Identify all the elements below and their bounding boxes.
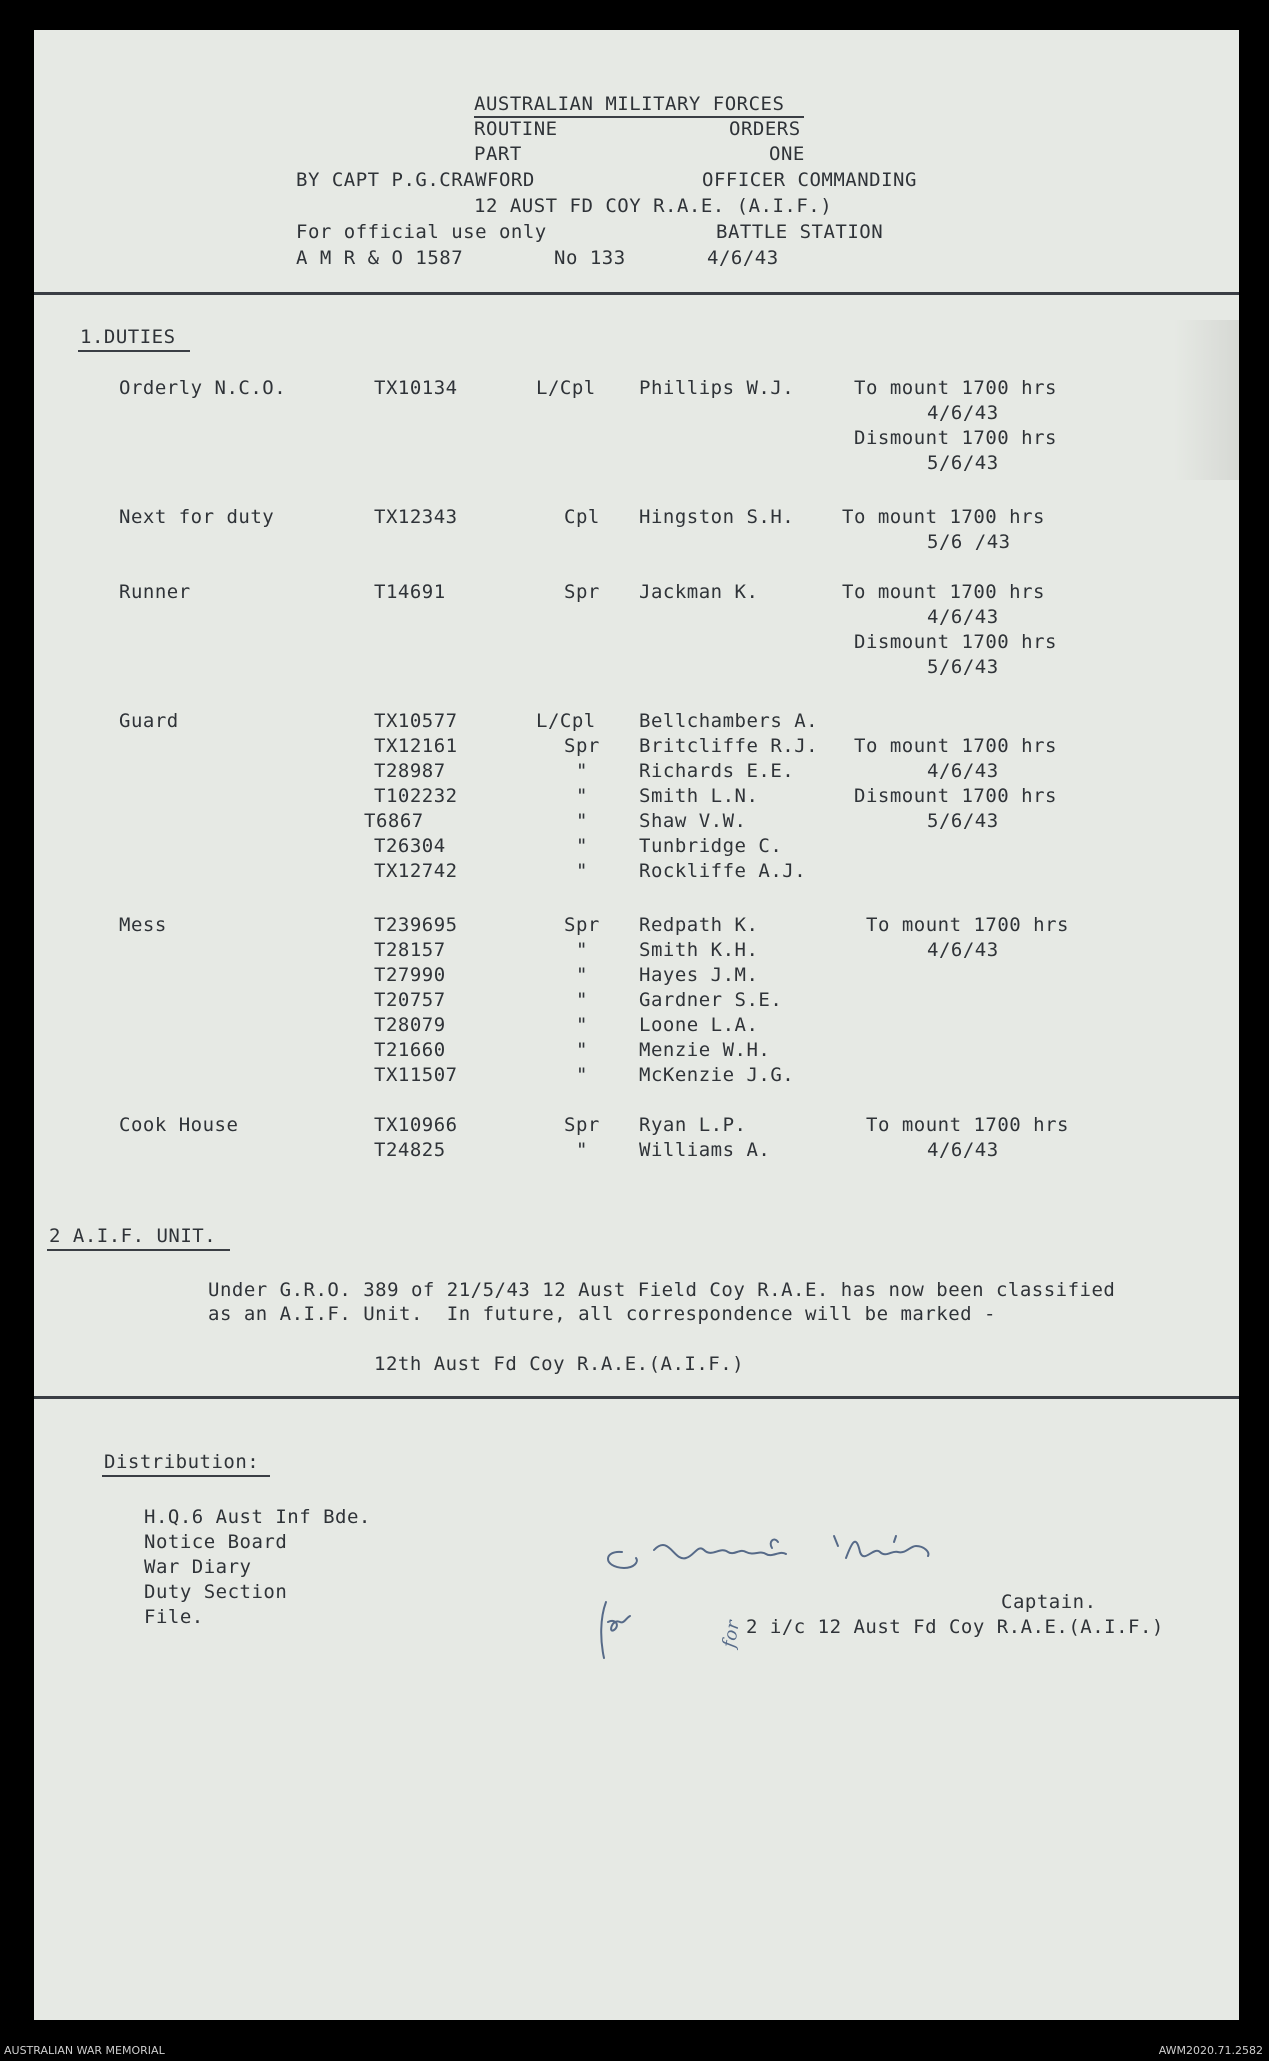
guard-no: T28987	[374, 760, 446, 782]
guard-name: Smith L.N.	[639, 785, 759, 807]
header-divider	[34, 292, 1239, 295]
mess-name: McKenzie J.G.	[639, 1064, 795, 1086]
header-number: No 133	[554, 247, 626, 269]
cook-name: Ryan L.P.	[639, 1114, 747, 1136]
header-official: For official use only	[296, 221, 547, 243]
header-title: AUSTRALIAN MILITARY FORCES	[474, 93, 785, 115]
header-station: BATTLE STATION	[716, 221, 884, 243]
mess-no: T28157	[374, 939, 446, 961]
footer-right: AWM2020.71.2582	[1158, 2044, 1263, 2057]
guard-name: Shaw V.W.	[639, 810, 747, 832]
runner-mount-date: 4/6/43	[927, 606, 999, 628]
next-no: TX12343	[374, 506, 458, 528]
mess-no: T21660	[374, 1039, 446, 1061]
guard-no: T26304	[374, 835, 446, 857]
mess-no: T20757	[374, 989, 446, 1011]
orderly-mount: To mount 1700 hrs	[854, 377, 1057, 399]
distribution-item: War Diary	[144, 1556, 252, 1578]
aif-text-line1: Under G.R.O. 389 of 21/5/43 12 Aust Field Coy R.A.E. has now been classified	[208, 1279, 1116, 1301]
next-rank: Cpl	[564, 506, 600, 528]
mess-role: Mess	[119, 914, 167, 936]
mess-rank: "	[576, 939, 588, 961]
guard-no: TX12161	[374, 735, 458, 757]
mess-mount-date: 4/6/43	[927, 939, 999, 961]
cook-rank: Spr	[564, 1114, 600, 1136]
guard-no: TX12742	[374, 860, 458, 882]
header-amr: A M R & O 1587	[296, 247, 464, 269]
cook-role: Cook House	[119, 1114, 239, 1136]
guard-rank: "	[576, 785, 588, 807]
paper-shadow	[1174, 320, 1239, 480]
distribution-item: Duty Section	[144, 1581, 288, 1603]
cook-no: T24825	[374, 1139, 446, 1161]
orderly-role: Orderly N.C.O.	[119, 377, 287, 399]
guard-dismount-date: 5/6/43	[927, 810, 999, 832]
aif-designation: 12th Aust Fd Coy R.A.E.(A.I.F.)	[374, 1353, 745, 1375]
header-by: BY CAPT P.G.CRAWFORD	[296, 169, 535, 191]
guard-name: Richards E.E.	[639, 760, 795, 782]
mess-name: Gardner S.E.	[639, 989, 783, 1011]
cook-mount: To mount 1700 hrs	[866, 1114, 1069, 1136]
cook-rank: "	[576, 1139, 588, 1161]
mess-name: Menzie W.H.	[639, 1039, 771, 1061]
mess-rank: "	[576, 964, 588, 986]
runner-name: Jackman K.	[639, 581, 759, 603]
runner-mount: To mount 1700 hrs	[842, 581, 1045, 603]
runner-dismount: Dismount 1700 hrs	[854, 631, 1057, 653]
runner-rank: Spr	[564, 581, 600, 603]
section-divider	[34, 1396, 1239, 1399]
duties-heading: 1.DUTIES	[80, 326, 176, 348]
cook-name: Williams A.	[639, 1139, 771, 1161]
header-part: PART	[474, 143, 522, 165]
next-mount-date: 5/6 /43	[927, 531, 1011, 553]
guard-rank: "	[576, 810, 588, 832]
orderly-no: TX10134	[374, 377, 458, 399]
guard-name: Rockliffe A.J.	[639, 860, 807, 882]
guard-rank: "	[576, 760, 588, 782]
guard-no: T6867	[364, 810, 424, 832]
header-orders: ORDERS	[729, 118, 801, 140]
header-date: 4/6/43	[707, 247, 779, 269]
mess-name: Loone L.A.	[639, 1014, 759, 1036]
orderly-dismount-date: 5/6/43	[927, 452, 999, 474]
duties-heading-underline	[78, 350, 190, 352]
mess-rank: "	[576, 1064, 588, 1086]
distribution-item: Notice Board	[144, 1531, 288, 1553]
guard-rank: "	[576, 860, 588, 882]
aif-heading-underline	[47, 1249, 230, 1251]
mess-rank: "	[576, 1039, 588, 1061]
header-routine: ROUTINE	[474, 118, 558, 140]
runner-dismount-date: 5/6/43	[927, 656, 999, 678]
orderly-rank: L/Cpl	[536, 377, 596, 399]
orderly-name: Phillips W.J.	[639, 377, 795, 399]
aif-heading: 2 A.I.F. UNIT.	[49, 1225, 217, 1247]
mess-no: T27990	[374, 964, 446, 986]
mess-name: Hayes J.M.	[639, 964, 759, 986]
orderly-mount-date: 4/6/43	[927, 402, 999, 424]
guard-rank: Spr	[564, 735, 600, 757]
guard-mount: To mount 1700 hrs	[854, 735, 1057, 757]
header-one: ONE	[769, 143, 805, 165]
header-unit: 12 AUST FD COY R.A.E. (A.I.F.)	[474, 195, 833, 217]
document-page	[34, 30, 1239, 2020]
distribution-heading-underline	[102, 1475, 270, 1477]
next-role: Next for duty	[119, 506, 275, 528]
guard-rank: L/Cpl	[536, 710, 596, 732]
mess-no: T28079	[374, 1014, 446, 1036]
next-mount: To mount 1700 hrs	[842, 506, 1045, 528]
guard-no: T102232	[374, 785, 458, 807]
guard-name: Britcliffe R.J.	[639, 735, 819, 757]
guard-dismount: Dismount 1700 hrs	[854, 785, 1057, 807]
next-name: Hingston S.H.	[639, 506, 795, 528]
mess-rank: "	[576, 1014, 588, 1036]
footer-left: AUSTRALIAN WAR MEMORIAL	[4, 2044, 165, 2057]
cook-no: TX10966	[374, 1114, 458, 1136]
mess-name: Redpath K.	[639, 914, 759, 936]
cook-mount-date: 4/6/43	[927, 1139, 999, 1161]
mess-no: T239695	[374, 914, 458, 936]
signature-for-mark: for	[718, 1618, 745, 1650]
distribution-item: File.	[144, 1606, 204, 1628]
guard-name: Tunbridge C.	[639, 835, 783, 857]
guard-name: Bellchambers A.	[639, 710, 819, 732]
mess-name: Smith K.H.	[639, 939, 759, 961]
mess-no: TX11507	[374, 1064, 458, 1086]
aif-text-line2: as an A.I.F. Unit. In future, all correspondence will be marked -	[208, 1303, 996, 1325]
distribution-item: H.Q.6 Aust Inf Bde.	[144, 1506, 371, 1528]
distribution-heading: Distribution:	[104, 1451, 260, 1473]
runner-role: Runner	[119, 581, 191, 603]
guard-role: Guard	[119, 710, 179, 732]
guard-no: TX10577	[374, 710, 458, 732]
guard-rank: "	[576, 835, 588, 857]
signature-captain: Captain.	[1001, 1591, 1097, 1613]
runner-no: T14691	[374, 581, 446, 603]
header-officer: OFFICER COMMANDING	[702, 169, 917, 191]
guard-mount-date: 4/6/43	[927, 760, 999, 782]
orderly-dismount: Dismount 1700 hrs	[854, 427, 1057, 449]
signature-unit: 2 i/c 12 Aust Fd Coy R.A.E.(A.I.F.)	[746, 1616, 1164, 1638]
mess-rank: Spr	[564, 914, 600, 936]
mess-rank: "	[576, 989, 588, 1011]
mess-mount: To mount 1700 hrs	[866, 914, 1069, 936]
